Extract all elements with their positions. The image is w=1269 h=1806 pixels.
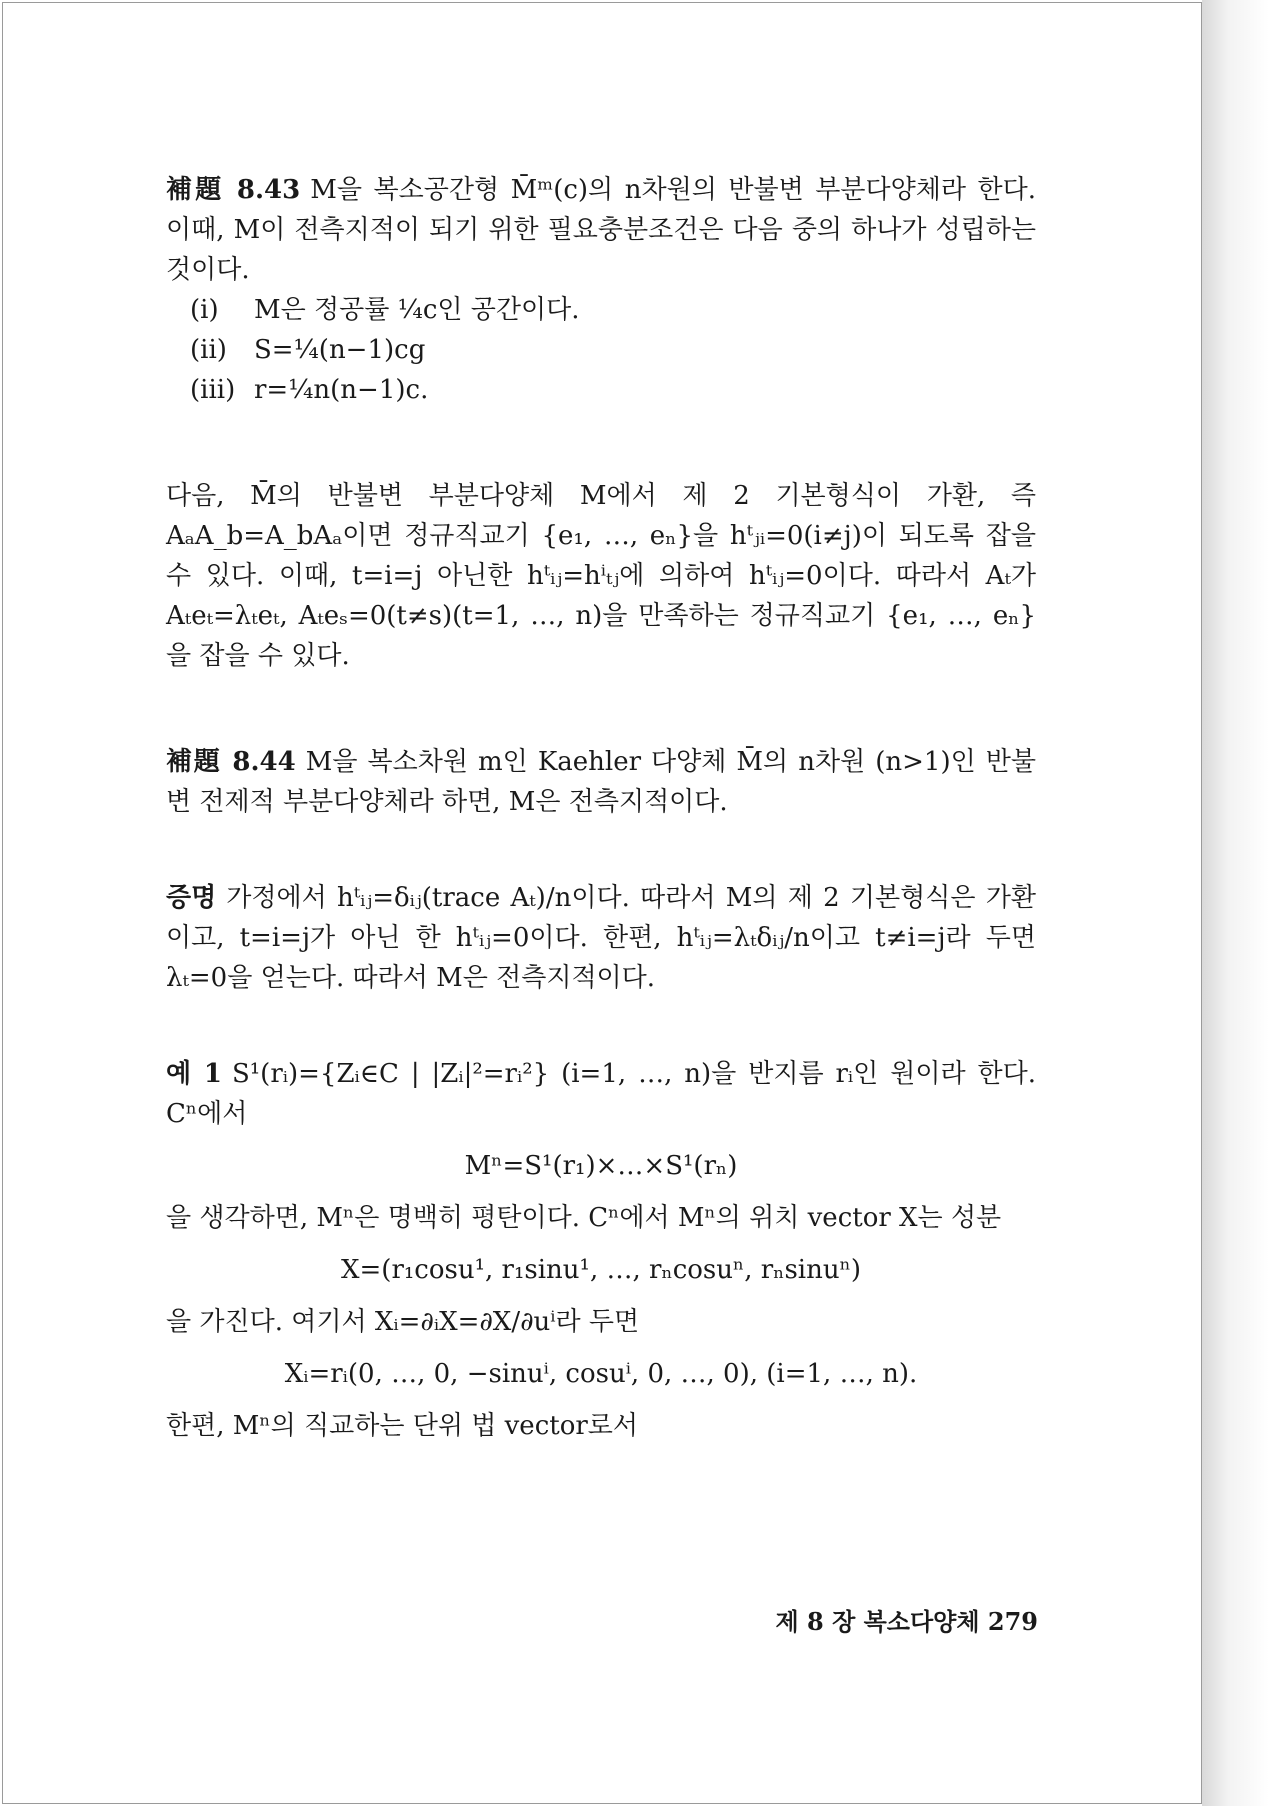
paragraph-commutative: 다음, M̄의 반불변 부분다양체 M에서 제 2 기본형식이 가환, 즉 AₐA_b=A_bAₐ이면 정규직교기 {e₁, …, eₙ}을 hᵗⱼᵢ=0(i≠j)이 되도록 잡을 수 있다. 이때, t=i=j 아닌한 hᵗᵢⱼ=hⁱₜⱼ에 의하여 hᵗᵢⱼ=0이다. 따라서 Aₜ가 Aₜeₜ=λₜeₜ, Aₜeₛ=0(t≠s)(t=1, …, n)을 만족하는 정규직교기 {e₁, …, eₙ}을 잡을 수 있다. (166, 481, 1036, 671)
example-text-3: 을 가진다. 여기서 Xᵢ=∂ᵢX=∂X/∂uⁱ라 두면 (166, 1307, 640, 1337)
condition-i: (i) M은 정공률 ¼c인 공간이다. (190, 295, 580, 325)
condition-ii: (ii) S=¼(n−1)cg (190, 335, 426, 365)
equation-tangent: Xᵢ=rᵢ(0, …, 0, −sinuⁱ, cosuⁱ, 0, …, 0), (i=1, …, n). (284, 1359, 918, 1389)
condition-iii: (iii) r=¼n(n−1)c. (190, 375, 429, 405)
lemma-text: M을 복소차원 m인 Kaehler 다양체 M̄의 n차원 (n>1)인 반불변 전제적 부분다양체라 하면, M은 전측지적이다. (166, 747, 1036, 817)
example-label: 예 1 (166, 1059, 222, 1089)
proof-text: 가정에서 hᵗᵢⱼ=δᵢⱼ(trace Aₜ)/n이다. 따라서 M의 제 2 기본형식은 가환이고, t=i=j가 아닌 한 hᵗᵢⱼ=0이다. 한편, hᵗᵢⱼ=λₜδᵢⱼ/n이고 t≠i=j라 두면 λₜ=0을 얻는다. 따라서 M은 전측지적이다. (166, 883, 1036, 993)
page-content (166, 170, 1036, 1446)
example-text: S¹(rᵢ)={Zᵢ∈C | |Zᵢ|²=rᵢ²} (i=1, …, n)을 반지름 rᵢ인 원이라 한다. Cⁿ에서 (166, 1059, 1036, 1129)
lemma-8-43 (166, 170, 1036, 290)
example-text-2: 을 생각하면, Mⁿ은 명백히 평탄이다. Cⁿ에서 Mⁿ의 위치 vector X는 성분 (166, 1203, 1002, 1233)
lemma-label: 補題 8.43 (166, 175, 301, 205)
equation-torus: Mⁿ=S¹(r₁)×…×S¹(rₙ) (464, 1151, 738, 1181)
proof (166, 878, 1036, 998)
example-text-4: 한편, Mⁿ의 직교하는 단위 법 vector로서 (166, 1411, 639, 1441)
page-footer: 제 8 장 복소다양체 279 (775, 1607, 1038, 1636)
lemma-label: 補題 8.44 (166, 747, 296, 777)
lemma-8-44 (166, 742, 1036, 822)
lemma-text: M을 복소공간형 M̄ᵐ(c)의 n차원의 반불변 부분다양체라 한다. 이때, M이 전측지적이 되기 위한 필요충분조건은 다음 중의 하나가 성립하는 것이다. (166, 175, 1036, 285)
equation-position-vector: X=(r₁cosu¹, r₁sinu¹, …, rₙcosuⁿ, rₙsinuⁿ) (341, 1255, 861, 1285)
page-edge-shadow (1202, 0, 1269, 1806)
proof-label: 증명 (166, 883, 217, 913)
example-1 (166, 1054, 1036, 1134)
